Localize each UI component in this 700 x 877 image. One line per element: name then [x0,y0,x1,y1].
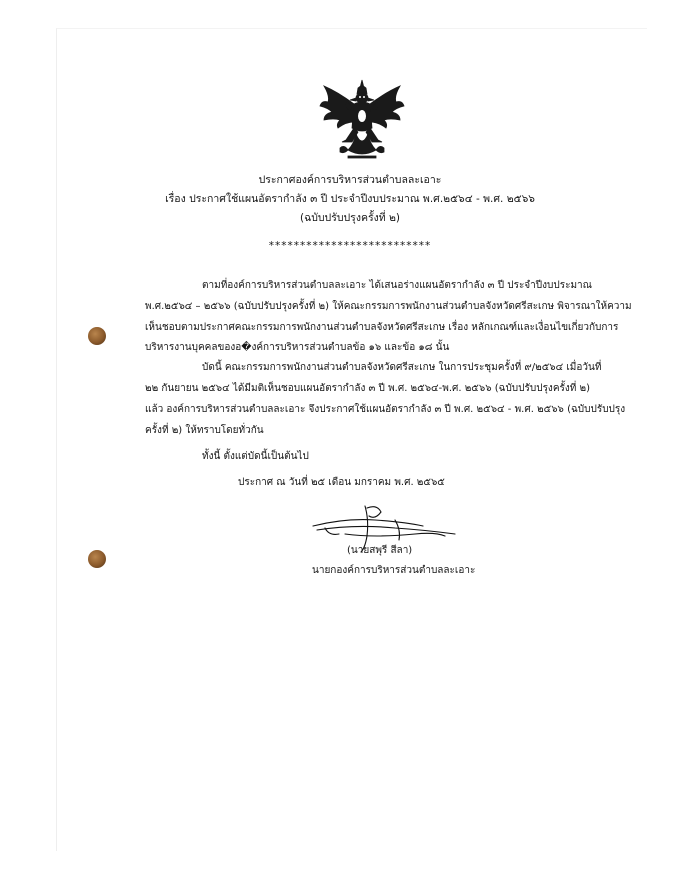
garuda-emblem-icon [318,78,406,162]
paragraph1-line: พ.ศ.๒๕๖๔ – ๒๕๖๖ (ฉบับปรับปรุงครั้งที่ ๒) ให้คณะกรรมการพนักงานส่วนตำบลจังหวัดศรีสะเกษ พิจารณาให้ความ [145,301,632,312]
paragraph2-line: แล้ว องค์การบริหารส่วนตำบลละเอาะ จึงประกาศใช้แผนอัตรากำลัง ๓ ปี พ.ศ. ๒๕๖๔ - พ.ศ. ๒๕๖๖ (ฉบับปรับปรุง [145,404,626,415]
paragraph1-line: ตามที่องค์การบริหารส่วนตำบลละเอาะ ได้เสนอร่างแผนอัตรากำลัง ๓ ปี ประจำปีงบประมาณ [202,280,592,291]
announcement-date: ประกาศ ณ วันที่ ๒๕ เดือน มกราคม พ.ศ. ๒๕๖๕ [238,477,445,488]
punch-hole-icon [88,550,106,568]
effective-line: ทั้งนี้ ตั้งแต่บัดนี้เป็นต้นไป [202,451,309,462]
signer-position: นายกองค์การบริหารส่วนตำบลละเอาะ [312,565,476,576]
signer-name: (นายสพุรี สีลา) [347,545,413,556]
paragraph1-line: บริหารงานบุคคลของอ�งค์การบริหารส่วนตำบลข้อ ๑๖ และข้อ ๑๘ นั้น [145,342,450,353]
document-revision: (ฉบับปรับปรุงครั้งที่ ๒) [299,212,401,224]
paragraph2-line: บัดนี้ คณะกรรมการพนักงานส่วนตำบลจังหวัดศรีสะเกษ ในการประชุมครั้งที่ ๙/๒๕๖๔ เมื่อวันที่ [202,362,602,373]
paragraph1-line: เห็นชอบตามประกาศคณะกรรมการพนักงานส่วนตำบลจังหวัดศรีสะเกษ เรื่อง หลักเกณฑ์และเงื่อนไขเกี่ยวกับการ [145,322,619,333]
paragraph2-line: ครั้งที่ ๒) ให้ทราบโดยทั่วกัน [145,425,264,436]
paragraph2-line: ๒๒ กันยายน ๒๕๖๔ ได้มีมติเห็นชอบแผนอัตรากำลัง ๓ ปี พ.ศ. ๒๕๖๔-พ.ศ. ๒๕๖๖ (ฉบับปรับปรุงครั้งที่ ๒) [145,383,591,394]
punch-hole-icon [88,327,106,345]
separator-line: ************************** [268,240,432,252]
document-title: ประกาศองค์การบริหารส่วนตำบลละเอาะ [258,174,442,186]
document-subject: เรื่อง ประกาศใช้แผนอัตรากำลัง ๓ ปี ประจำปีงบประมาณ พ.ศ.๒๕๖๔ - พ.ศ. ๒๕๖๖ [165,193,535,205]
